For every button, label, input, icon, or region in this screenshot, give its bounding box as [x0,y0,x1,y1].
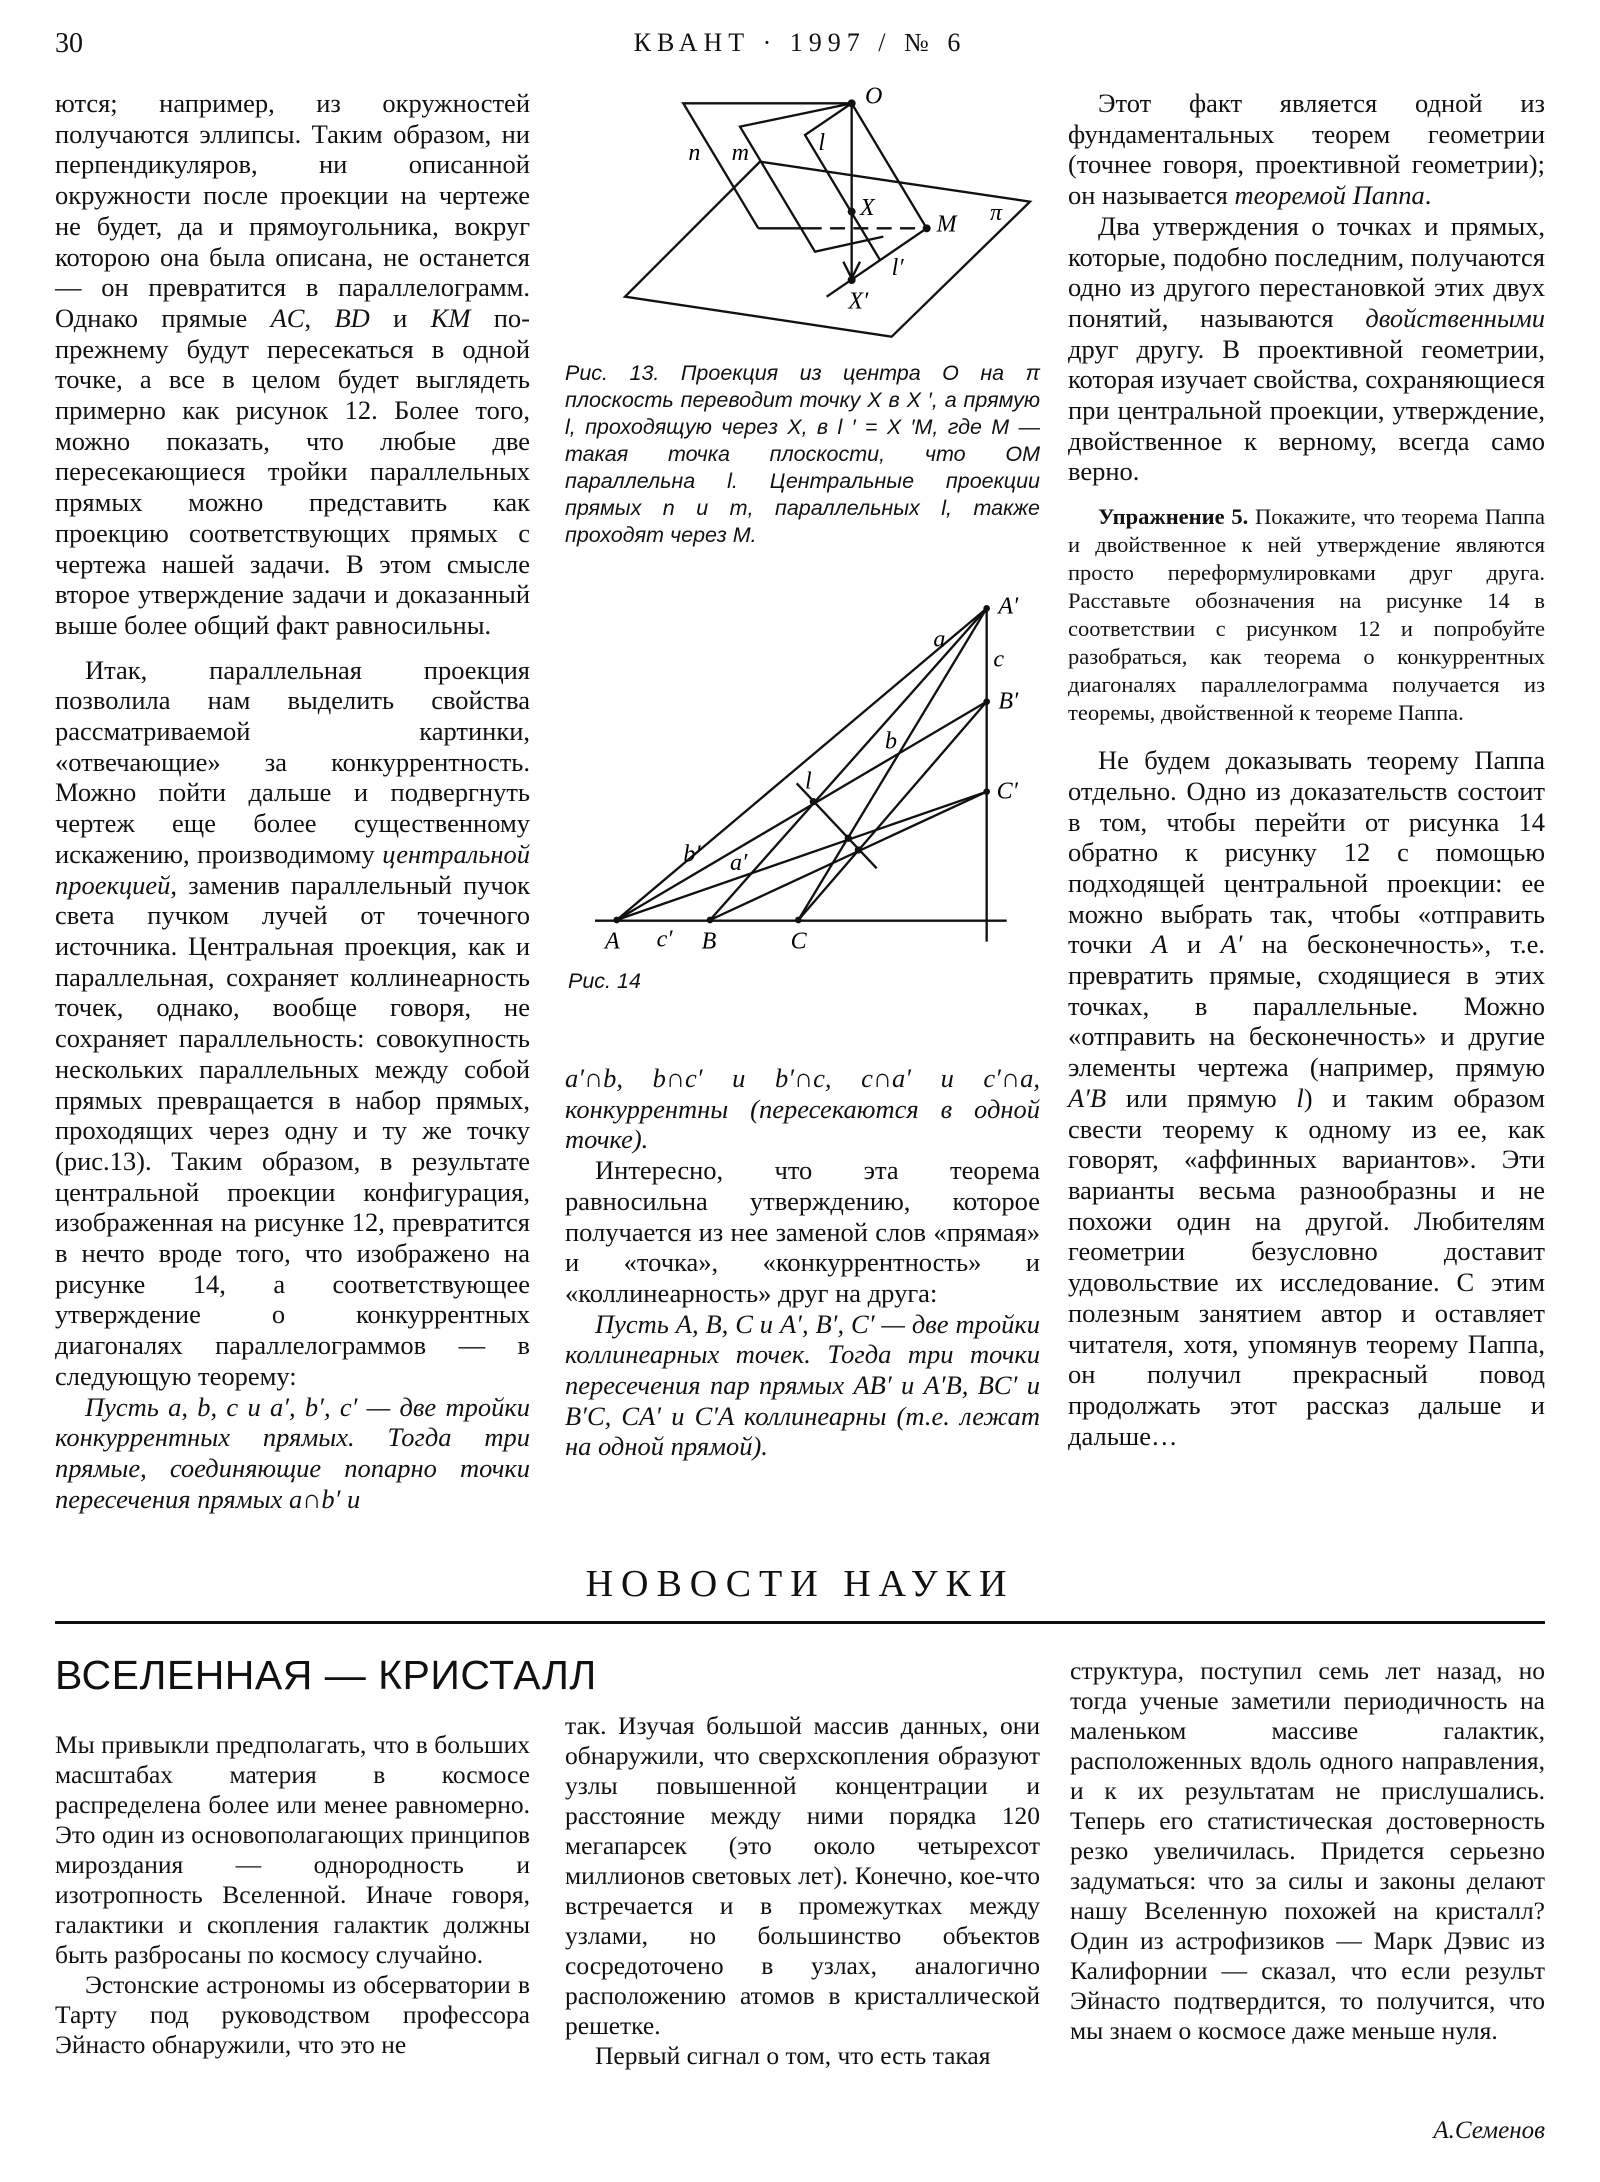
text-run: Два утверждения о точках и прямых, которые, подобно последним, получаются одно из другого перестановкой этих двух понятий, называются [1068,210,1545,333]
line-l [805,103,880,260]
point-C-prime [983,788,990,795]
news-headline: ВСЕЛЕННАЯ — КРИСТАЛЛ [55,1652,597,1698]
italic-text: l [1296,1082,1304,1113]
figure-14 [540,580,1060,950]
text-run: Не будем доказывать теорему Паппа отдельно. Одно из доказательств состоит в том, чтобы перейти от рисунка 14 обратно к рисунку 12 с помощью подходящей центральной проекции: ее можно выбрать так, чтобы «отправить точки [1068,745,1545,960]
line-a [617,608,987,920]
paragraph [565,1711,1040,2041]
point-X-prime [848,276,856,284]
paragraph [565,1309,1040,1463]
text-run: Итак, параллельная проекция позволила нам выделить свойства рассматриваемой картинки, «отвечающие» за конкуррентность. Можно пойти дальше и подвергнуть чертеж еще более существенному искажению, производимому [55,654,530,869]
text-run: по-прежнему будут пересекаться в одной точке, а все в целом будет выглядеть примерно как рисунок 12. Более того, можно показать, что любые две пересекающиеся тройки параллельных прямых можно представить как проекцию соответствующих прямых с чертежа нашей задачи. В этом смысле второе утверждение задачи и доказанный выше более общий факт равносильны. [55,302,530,640]
text-run: Этот факт является одной из фундаментальных теорем геометрии (точнее говоря, проективной геометрии); он называется [1068,88,1545,211]
text-run: ) и таким образом свести теорему к одному из ее, как говорят, «аффинных вариантов». Эти варианты весьма разнообразны и не похожи один на другой. Любителям геометрии безусловно доставит удовольствие их исследование. С этим полезным занятием автор и оставляет читателя, хотя, упомянув теорему Паппа, он получил прекрасный повод продолжать этот рассказ дальше и дальше… [1068,1082,1545,1451]
label-n: n [688,140,701,166]
article-column-1 [55,88,530,1514]
text-run: Интересно, что эта теорема равносильна утверждению, которое получается из нее заменой слов «прямая» и «точка», «конкуррентность» и «коллинеарность» друг на друга: [565,1155,1040,1308]
label-O: O [865,83,883,110]
article-column-2 [565,1063,1040,1462]
paragraph [1068,503,1545,727]
text-run: и [369,302,431,333]
text-run: Покажите, что теорема Паппа и двойственное к ней утверждение являются просто переформулировками друг друга. Расставьте обозначения на рисунке 14 в соответствии с рисунком 12 и попробуйте разобраться, как теорема о конкуррентных диагоналях параллелограмма получается из теоремы, двойственной к теореме Паппа. [1068,504,1546,726]
text-run: и [1167,929,1221,960]
label-m: m [731,140,750,166]
news-author: А.Семенов [1433,2117,1545,2144]
label-b: b [885,728,897,755]
paragraph [55,88,530,641]
paragraph [565,2041,1040,2071]
italic-text: A′ [1220,929,1243,960]
paragraph [1068,211,1545,487]
news-column-1 [55,1730,530,2060]
label-X: X [860,195,875,221]
point-O [848,99,856,107]
label-C: C [790,928,807,950]
point-A-prime [983,605,990,612]
line-A-prime-C [798,608,986,920]
figure-13 [540,60,1060,350]
text-run: Пусть A, B, C и A′, B′, C′ — две тройки коллинеарных точек. Тогда три точки пересечения пар прямых AB′ и A′B, BC′ и B′C, CA′ и C′A коллинеарны (т.е. лежат на одной прямой). [565,1308,1040,1462]
label-A-prime: A′ [998,593,1019,620]
label-a: a [933,626,946,653]
text-run: Мы привыкли предполагать, что в больших масштабах материя в космосе распределена более или менее равномерно. Это один из основополагающих принципов мироздания — однородность и изотропность Вселенной. Иначе говоря, галактики и скопления галактик должны быть разбросаны по космосу случайно. [55,1730,530,1969]
label-l: l [818,130,826,156]
paragraph [1068,88,1545,211]
intersection-3 [855,846,862,853]
point-A [613,917,620,924]
paragraph [565,1063,1040,1155]
paragraph [55,655,530,1392]
label-c-prime: c′ [656,926,673,950]
section-title: НОВОСТИ НАУКИ [585,1563,1015,1605]
label-X-prime: X′ [848,288,869,315]
label-a-prime: a′ [730,850,748,876]
line-B-C-prime [710,792,987,920]
label-c: c [993,646,1004,673]
italic-text: AC [270,302,305,333]
label-B: B [701,928,717,950]
text-run: Первый сигнал о том, что есть такая [595,2041,991,2070]
text-run: на бесконечность», т.е. превратить прямые, сходящиеся в этих точках, в параллельные. Можно «отправить на бесконечность» и другие элементы чертежа (например, прямую [1068,929,1545,1083]
text-run: Эстонские астрономы из обсерватории в Тарту под руководством профессора Эйнасто обнаружили, что это не [55,1970,530,2059]
page-number: 30 [55,28,83,59]
italic-text: BD [334,302,370,333]
italic-text: двойственными [1365,302,1545,333]
paragraph [1068,745,1545,1451]
news-column-2 [565,1711,1040,2071]
plane-n [683,103,926,228]
paragraph [55,1970,530,2060]
text-run: или прямую [1106,1082,1297,1113]
text-run: , заменив параллельный пучок света пучком лучей от точечного источника. Центральная проекция, как и параллельная, сохраняет коллинеарность точек, однако, вообще говоря, не сохраняет параллельность: совокупность нескольких параллельных между собой прямых превращается в набор прямых, проходящих через одну и ту же точку (рис.13). Таким образом, в результате центральной проекции конфигурация, изображенная на рисунке 12, превратится в нечто вроде того, что изображено на рисунке 14, а соответствующее утверждение о конкуррентных диагоналях параллелограммов — в следующую теорему: [55,869,530,1391]
paragraph [565,1155,1040,1309]
label-l: l [805,768,812,795]
text-run: ются; например, из окружностей получаются эллипсы. Таким образом, ни перпендикуляров, ни описанной окружности после проекции на чертеже не будет, да и прямоугольника, вокруг которою она была описана, не останется — он превратится в параллелограмм. Однако прямые [55,88,530,333]
point-B-prime [983,698,990,705]
article-column-3 [1068,88,1545,1451]
text-run: , [304,302,335,333]
label-b-prime: b′ [683,841,701,868]
text-run: . [1424,180,1432,211]
intersection-1 [810,798,817,805]
point-C [795,917,802,924]
news-column-3 [1070,1656,1545,2046]
label-pi: π [990,200,1003,226]
paragraph [55,1392,530,1515]
italic-text: теоремой Паппа [1234,180,1425,211]
text-run: друг другу. В проективной геометрии, которая изучает свойства, сохраняющиеся при центральной проекции, утверждение, двойственное к верному, всегда само верно. [1068,333,1545,487]
label-C-prime: C′ [996,778,1018,805]
italic-text: A′B [1068,1082,1107,1113]
running-header: КВАНТ · 1997 / № 6 [633,28,967,57]
figure-13-caption: Рис. 13. Проекция из центра O на π плоскость переводит точку X в X ′, а прямую l, проходящую через X, в l ′ = X ′M, где M — такая точка плоскости, что OM параллельна l. Центральные проекции прямых n и m, параллельных l, также проходят через M. [565,361,1040,547]
bold-text: Упражнение 5. [1098,504,1249,530]
label-A: A [605,928,620,950]
point-X [848,208,856,216]
italic-text: центральной проекцией [55,838,530,900]
label-l-prime: l′ [891,255,904,281]
label-M: M [936,211,957,238]
point-M [923,224,931,232]
text-run: структура, поступил семь лет назад, но тогда ученые заметили периодичность на маленьком массиве галактик, расположенных вдоль одного направления, и к их результатам не прислушались. Теперь его статистическая достоверность резко увеличилась. Придется серьезно задуматься: что за силы и законы делают нашу Вселенную похожей на кристалл? Один из астрофизиков — Марк Дэвис из Калифорнии — сказал, что если результ Эйнасто подтвердится, то получится, что мы знаем о космосе даже меньше нуля. [1070,1656,1545,2045]
figure-14-caption: Рис. 14 [568,969,641,993]
paragraph [1070,1656,1545,2046]
text-run: Пусть a, b, c и a′, b′, c′ — две тройки конкуррентных прямых. Тогда три прямые, соединяющие попарно точки пересечения прямых a∩b′ и [55,1391,530,1514]
paragraph [55,1730,530,1970]
intersection-2 [845,835,852,842]
label-B-prime: B′ [998,688,1019,715]
section-divider [55,1621,1545,1624]
text-run: так. Изучая большой массив данных, они обнаружили, что сверхскопления образуют узлы повышенной концентрации и расстояние между ними порядка 120 мегапарсек (это около четырехсот миллионов световых лет). Конечно, кое-что встречается и в промежутках между узлами, но большинство объектов сосредоточено в узлах, аналогично расположению атомов в кристаллической решетке. [565,1711,1040,2040]
text-run: a′∩b, b∩c′ и b′∩c, c∩a′ и c′∩a, конкуррентны (пересекаются в одной точке). [565,1063,1040,1155]
point-B [707,917,714,924]
italic-text: KM [430,302,471,333]
italic-text: A [1151,929,1168,960]
